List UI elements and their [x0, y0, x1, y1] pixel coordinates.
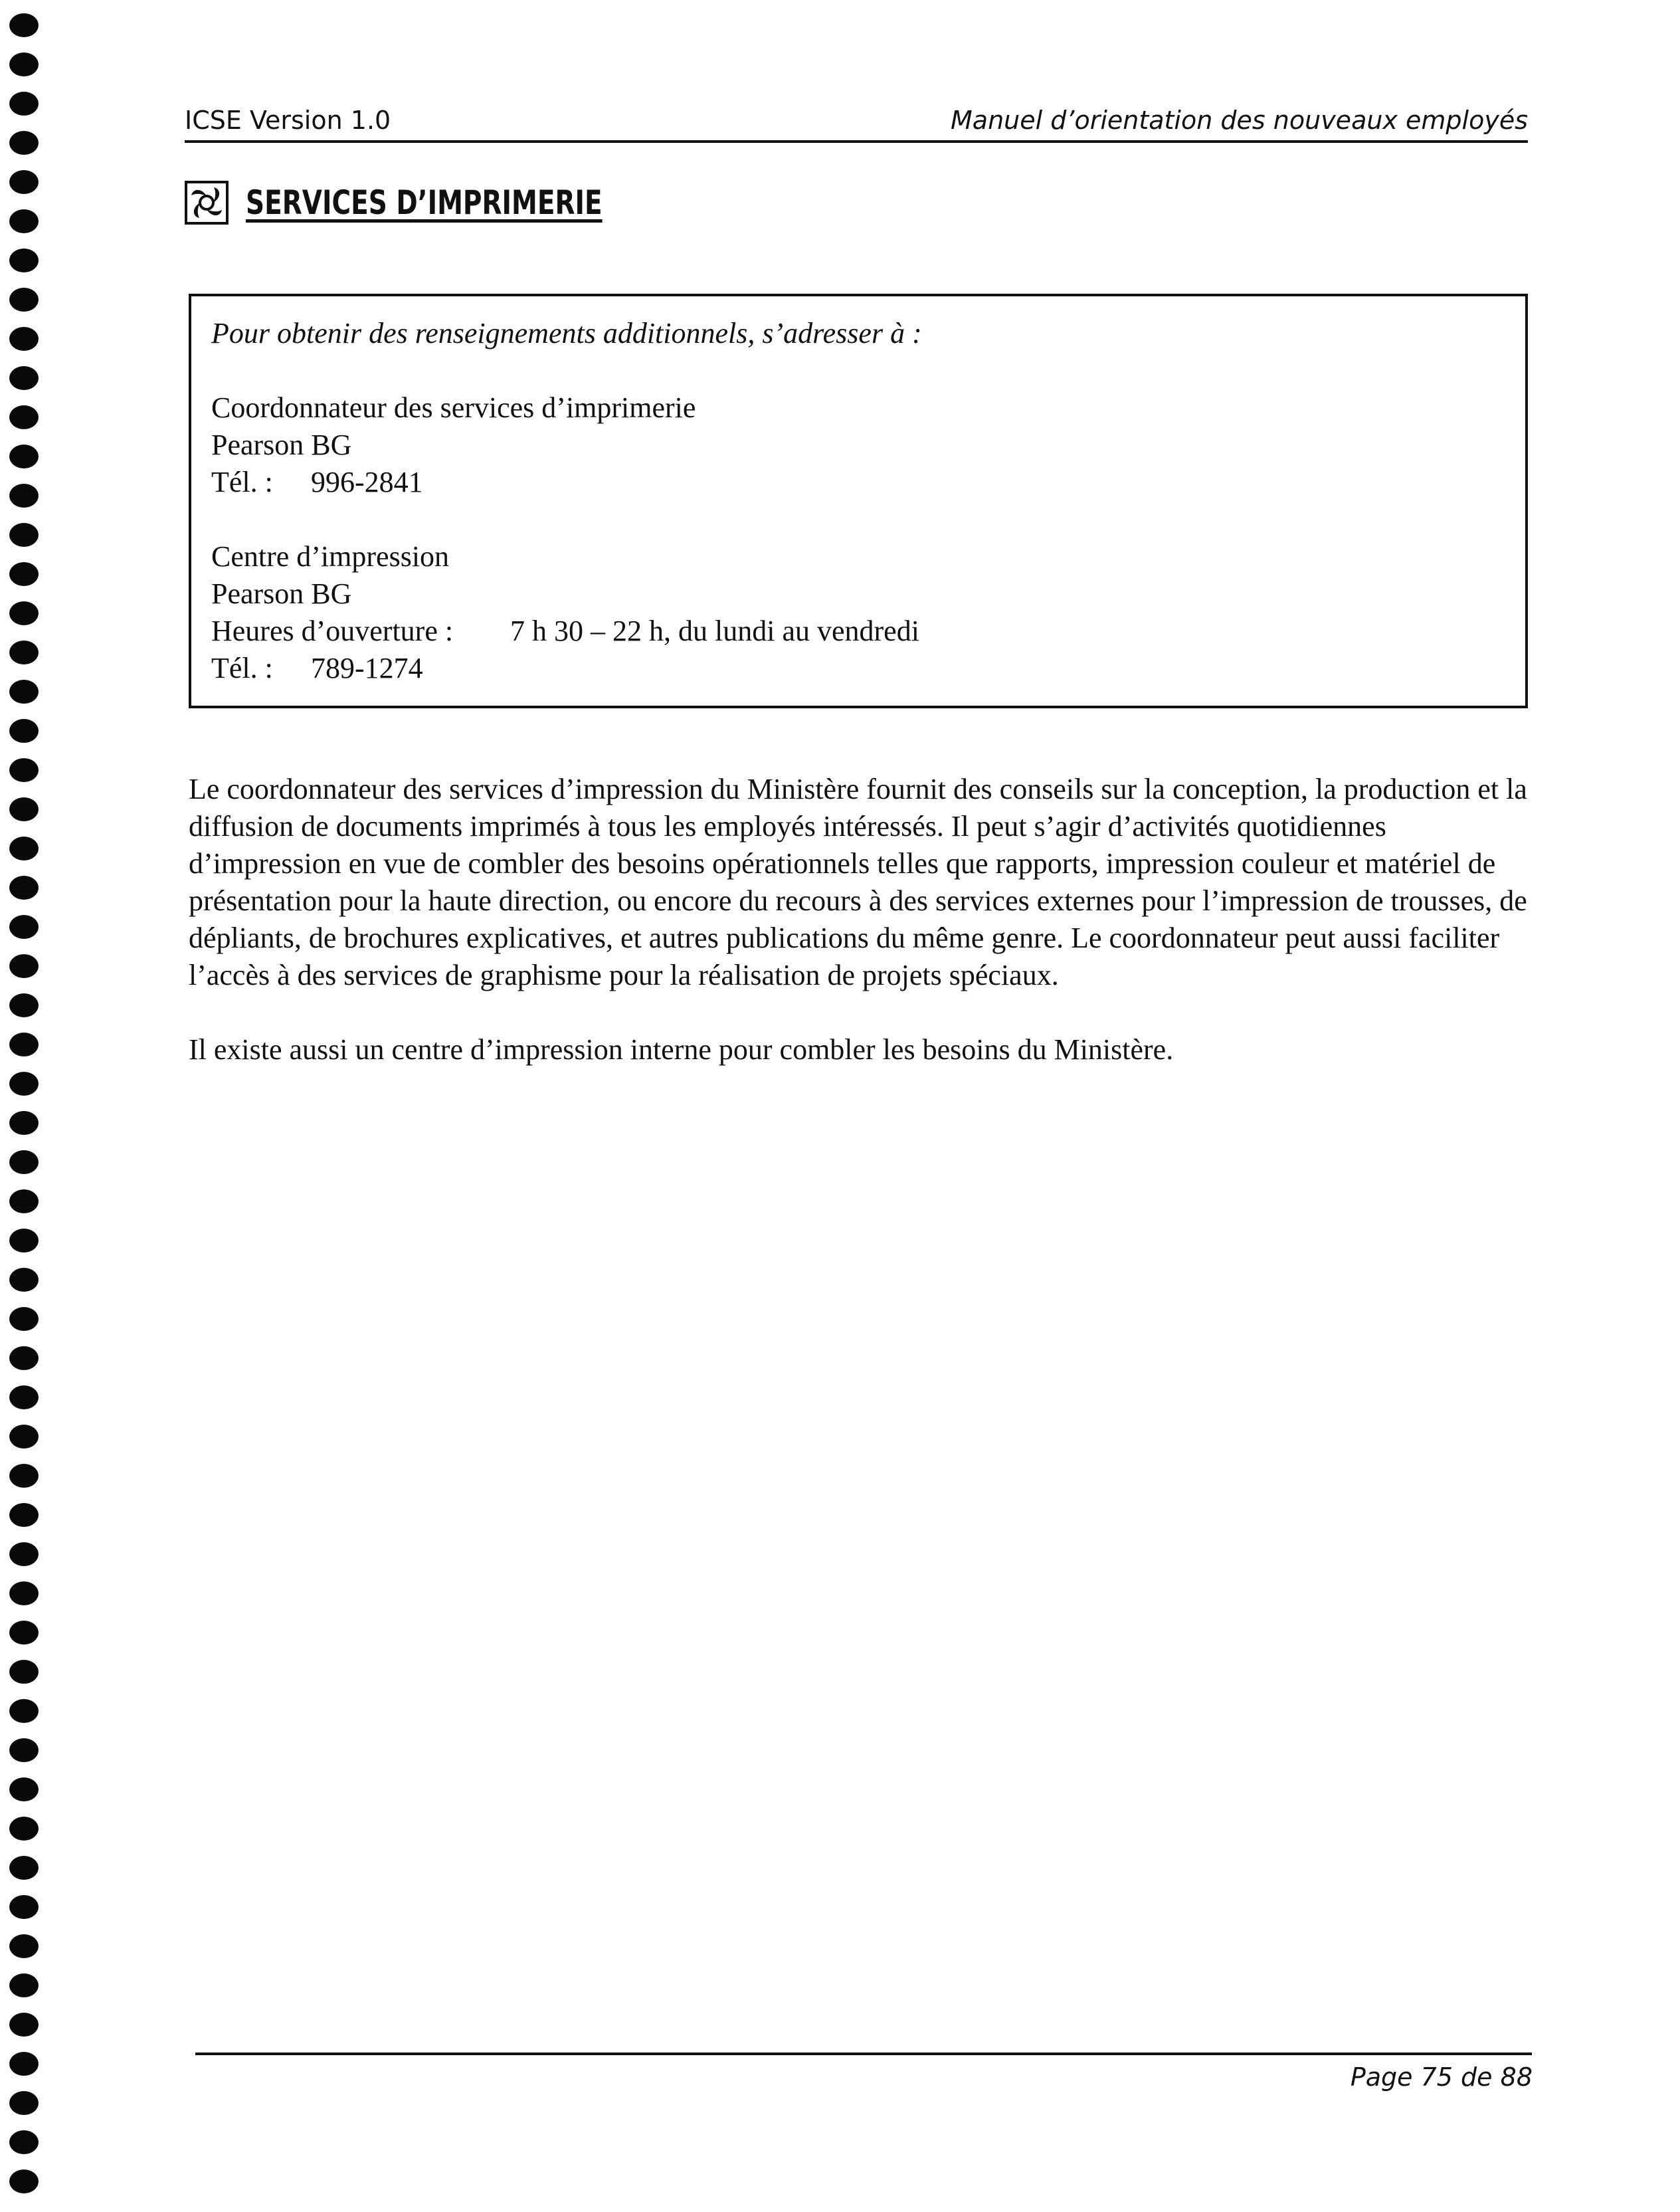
centre-hours-value: 7 h 30 – 22 h, du lundi au vendredi	[510, 615, 919, 647]
binder-hole	[9, 758, 39, 782]
binder-hole	[9, 445, 39, 468]
binder-hole	[9, 2013, 39, 2037]
centre-name: Centre d’impression	[211, 540, 450, 573]
binder-hole	[9, 719, 39, 743]
binder-hole	[9, 837, 39, 860]
binder-hole	[9, 1542, 39, 1566]
binder-hole	[9, 405, 39, 429]
body-text	[189, 771, 1544, 1106]
binder-hole	[9, 1621, 39, 1645]
binder-hole	[9, 993, 39, 1017]
binder-hole	[9, 1150, 39, 1174]
centre-phone-value: 789-1274	[311, 652, 423, 684]
body-paragraph-1: Le coordonnateur des services d’impression du Ministère fournit des conseils sur la conception, la production et la diffusion de documents imprimés à tous les employés intéressés. Il peut s’agir d’activités quotidiennes d’impression en vue de combler des besoins opérationnels telles que rapports, impression couleur et matériel de présentation pour la haute direction, ou encore du recours à des services externes pour l’impression de trousses, de dépliants, de brochures explicatives, et autres publications du même genre. Le coordonnateur peut aussi faciliter l’accès à des services de graphisme pour la réalisation de projets spéciaux.	[189, 773, 1527, 991]
section-heading	[185, 179, 703, 226]
binder-hole	[9, 52, 39, 76]
binder-hole	[9, 1934, 39, 1958]
binder-hole	[9, 1033, 39, 1056]
binder-hole	[9, 209, 39, 233]
binder-holes	[9, 13, 43, 2206]
page-number: Page 75 de 88	[1350, 2062, 1533, 2092]
header-version: ICSE Version 1.0	[185, 106, 391, 135]
binder-hole	[9, 288, 39, 312]
centre-contact	[211, 538, 922, 687]
binder-hole	[9, 797, 39, 821]
coordinator-phone-row	[211, 464, 922, 501]
binder-hole	[9, 1817, 39, 1841]
binder-hole	[9, 1385, 39, 1409]
binder-hole	[9, 1581, 39, 1605]
binder-hole	[9, 2169, 39, 2193]
binder-hole	[9, 92, 39, 116]
binder-hole	[9, 1973, 39, 1997]
binder-hole	[9, 327, 39, 351]
binder-hole	[9, 2130, 39, 2154]
binder-hole	[9, 366, 39, 390]
binder-hole	[9, 484, 39, 508]
binder-hole	[9, 249, 39, 272]
binder-hole	[9, 876, 39, 900]
body-paragraph-2: Il existe aussi un centre d’impression interne pour combler les besoins du Ministère.	[189, 1033, 1174, 1066]
binder-hole	[9, 1699, 39, 1723]
binder-hole	[9, 2052, 39, 2076]
binder-hole	[9, 13, 39, 37]
binder-hole	[9, 131, 39, 155]
binder-hole	[9, 1072, 39, 1096]
footer-divider	[195, 2053, 1532, 2055]
contact-info-box	[189, 294, 1528, 708]
coordinator-contact	[211, 389, 922, 501]
section-title: SERVICES D’IMPRIMERIE	[246, 183, 603, 222]
binder-hole	[9, 523, 39, 547]
binder-hole	[9, 1425, 39, 1449]
binder-hole	[9, 1777, 39, 1801]
binder-hole	[9, 1895, 39, 1919]
binder-hole	[9, 1268, 39, 1292]
binder-hole	[9, 1738, 39, 1762]
binder-hole	[9, 601, 39, 625]
coordinator-location: Pearson BG	[211, 429, 352, 461]
binder-hole	[9, 1856, 39, 1880]
binder-hole	[9, 915, 39, 939]
binder-hole	[9, 1660, 39, 1684]
binder-hole	[9, 1229, 39, 1253]
coordinator-name: Coordonnateur des services d’imprimerie	[211, 391, 696, 424]
binder-hole	[9, 1307, 39, 1331]
binder-hole	[9, 954, 39, 978]
page-header	[185, 103, 1528, 143]
binder-hole	[9, 2091, 39, 2115]
printer-icon	[185, 181, 229, 225]
binder-hole	[9, 1189, 39, 1213]
contact-intro: Pour obtenir des renseignements additionnels, s’adresser à :	[211, 317, 922, 350]
binder-hole	[9, 170, 39, 194]
centre-hours-row	[211, 613, 922, 650]
centre-hours-label: Heures d’ouverture :	[211, 615, 454, 647]
centre-phone-row	[211, 650, 922, 687]
binder-hole	[9, 562, 39, 586]
binder-hole	[9, 1464, 39, 1488]
coordinator-phone-value: 996-2841	[311, 466, 423, 498]
binder-hole	[9, 641, 39, 664]
centre-phone-label: Tél. :	[211, 652, 273, 684]
centre-location: Pearson BG	[211, 577, 352, 610]
binder-hole	[9, 1503, 39, 1527]
binder-hole	[9, 1346, 39, 1370]
binder-hole	[9, 680, 39, 704]
coordinator-phone-label: Tél. :	[211, 466, 273, 498]
header-manual-title: Manuel d’orientation des nouveaux employés	[951, 106, 1528, 135]
binder-hole	[9, 1111, 39, 1135]
